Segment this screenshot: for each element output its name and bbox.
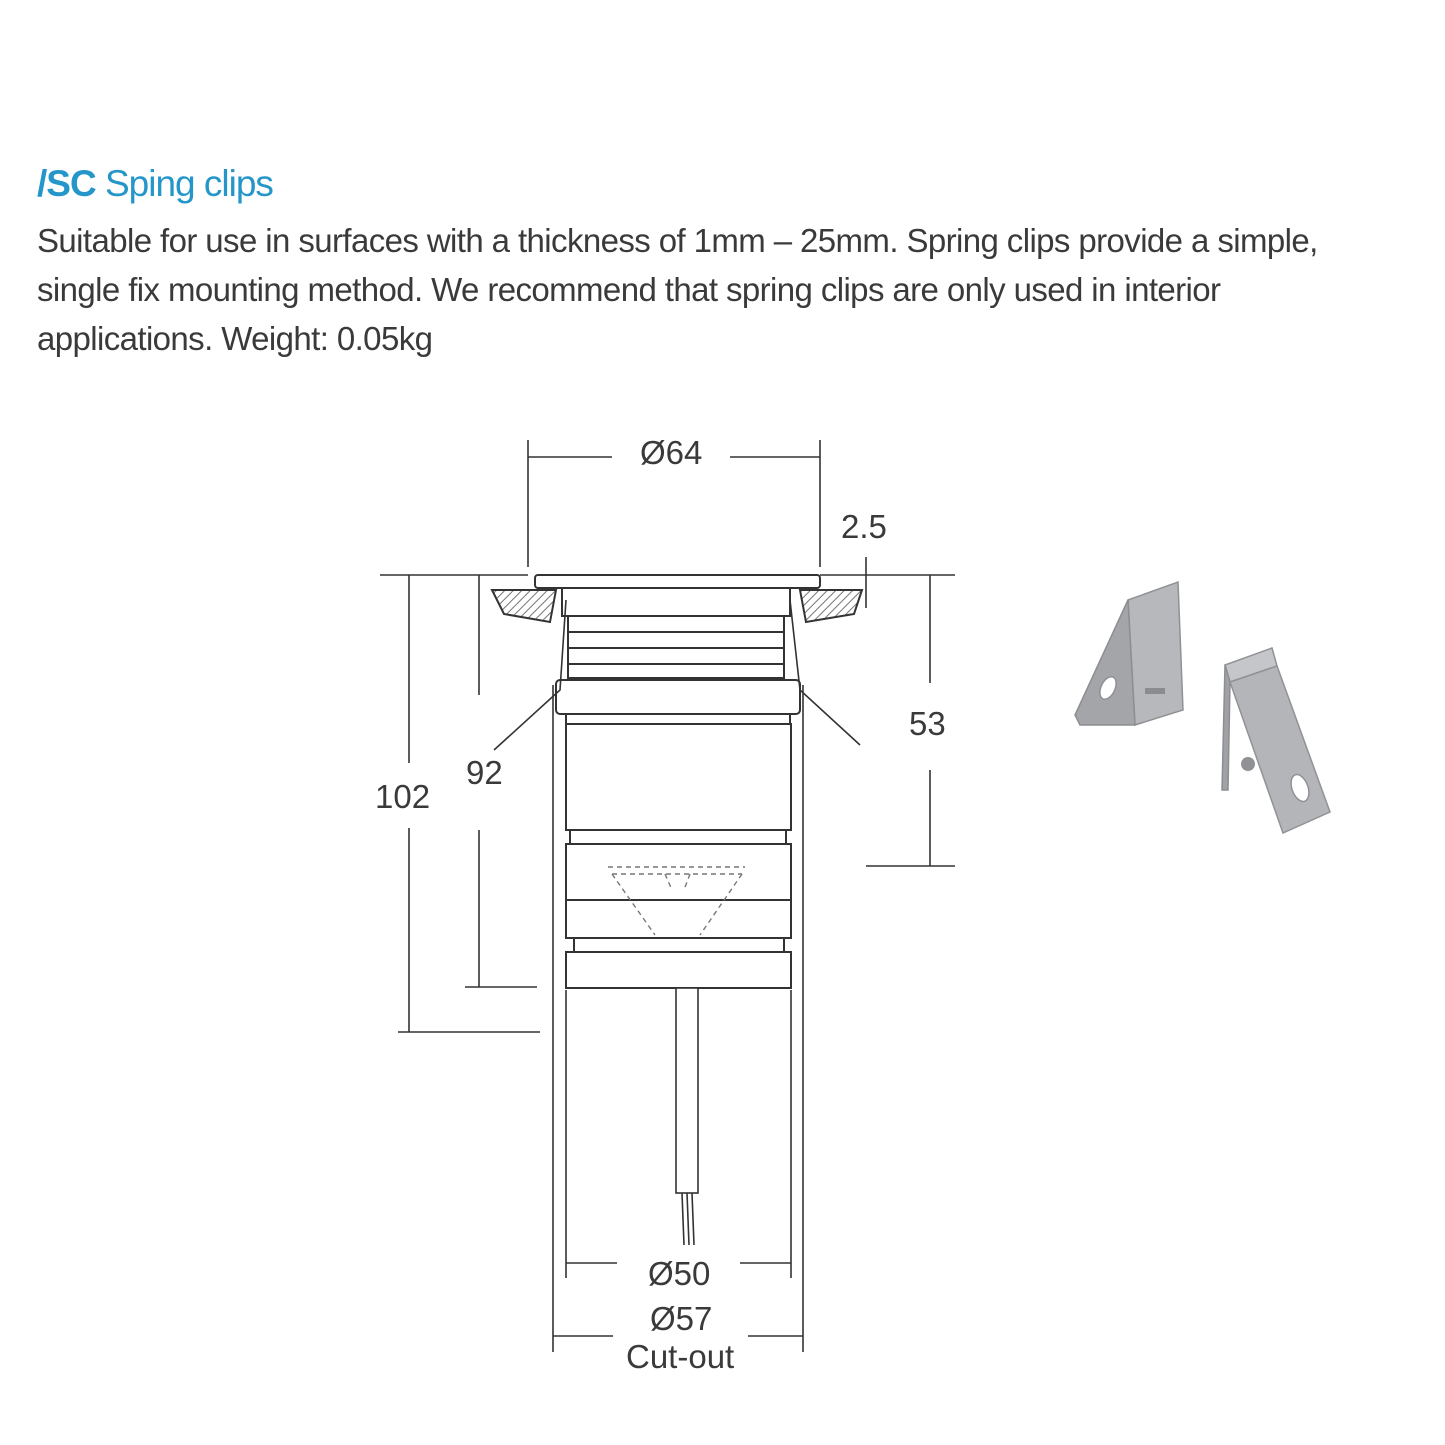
- dim-cutout-label: Cut-out: [626, 1338, 735, 1375]
- luminaire-body: [492, 575, 862, 988]
- heading-code: /SC: [37, 163, 96, 204]
- dim-body-height: 92: [466, 754, 503, 791]
- dim-total-height: 102: [375, 778, 431, 815]
- dim-height-right: 53: [909, 705, 946, 742]
- spring-clip-image-right: [1222, 648, 1330, 833]
- description-line: applications. Weight: 0.05kg: [37, 320, 433, 357]
- description-line: Suitable for use in surfaces with a thickness of 1mm – 25mm. Spring clips provide a simple,: [37, 222, 1318, 259]
- dim-cutout-diameter: Ø57: [650, 1300, 713, 1337]
- cable: [676, 988, 698, 1245]
- heading-title: Sping clips: [104, 163, 273, 204]
- dim-top-diameter: Ø64: [640, 434, 703, 471]
- clip-leader-right: [790, 600, 860, 745]
- description-line: single fix mounting method. We recommend that spring clips are only used in interior: [37, 271, 1221, 308]
- spring-clip-image-left: [1075, 582, 1183, 725]
- dim-bottom-diameter: Ø50: [648, 1255, 711, 1292]
- clip-leader-left: [494, 600, 566, 750]
- dim-flange-thickness: 2.5: [841, 508, 887, 545]
